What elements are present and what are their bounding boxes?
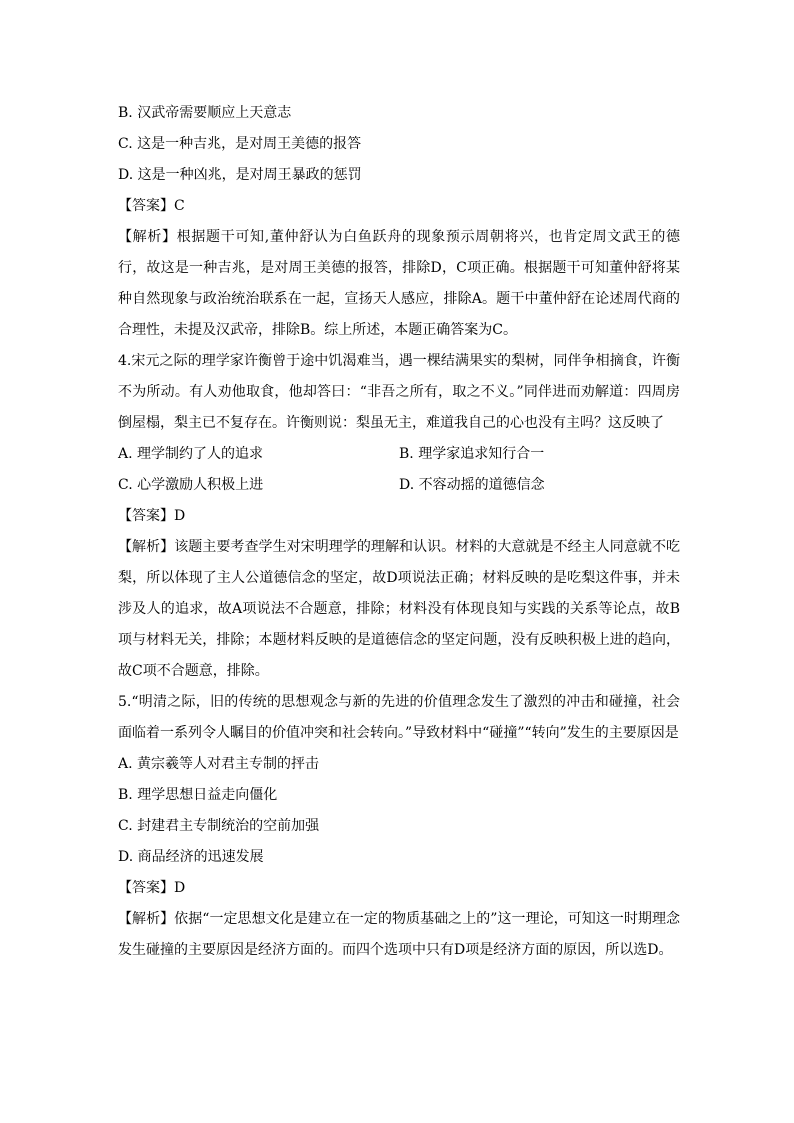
q4-stem: 4.宋元之际的理学家许衡曾于途中饥渴难当，遇一棵结满果实的梨树，同伴争相摘食，许衡不为所动。有人劝他取食，他却答曰：“非吾之所有，取之不义。”同伴进而劝解道：四周房倒屋榻，梨主已不复存在。许衡则说：梨虽无主，难道我自己的心也没有主吗？这反映了: [118, 353, 680, 431]
q4-analysis: 【解析】该题主要考查学生对宋明理学的理解和认识。材料的大意就是不经主人同意就不吃梨，所以体现了主人公道德信念的坚定，故D项说法正确；材料反映的是吃梨这件事，并未涉及人的追求，故A项说法不合题意，排除；材料没有体现良知与实践的关系等论点，故B项与材料无关，排除；本题材料反映的是道德信念的坚定问题，没有反映积极上进的趋向，故C项不合题意，排除。: [118, 539, 680, 679]
q4-answer: 【答案】D: [118, 508, 186, 524]
q5-option-b: B. 理学思想日益走向僵化: [118, 787, 278, 803]
q4-option-b: B. 理学家追求知行合一: [399, 446, 545, 462]
q5-option-a: A. 黄宗羲等人对君主专制的抨击: [118, 756, 320, 772]
q3-option-d: D. 这是一种凶兆，是对周王暴政的惩罚: [118, 167, 362, 183]
q5-answer: 【答案】D: [118, 880, 186, 896]
q4-option-c: C. 心学激励人积极上进: [118, 477, 264, 493]
q4-options-row-2: [118, 470, 680, 501]
q5-stem: 5.“明清之际，旧的传统的思想观念与新的先进的价值理念发生了激烈的冲击和碰撞，社会面临着一系列令人瞩目的价值冲突和社会转向。”导致材料中“碰撞”“转向”发生的主要原因是: [118, 694, 680, 741]
q4-option-d: D. 不容动摇的道德信念: [399, 477, 545, 493]
q3-answer: 【答案】C: [118, 198, 185, 214]
q4-options-row-1: [118, 439, 680, 470]
document-page: [118, 98, 680, 966]
q5-option-d: D. 商品经济的迅速发展: [118, 849, 264, 865]
q3-option-b: B. 汉武帝需要顺应上天意志: [118, 105, 292, 121]
q3-analysis: 【解析】根据题干可知,董仲舒认为白鱼跃舟的现象预示周朝将兴，也肯定周文武王的德行，故这是一种吉兆，是对周王美德的报答，排除D，C项正确。根据题干可知董仲舒将某种自然现象与政治统治联系在一起，宣扬天人感应，排除A。题干中董仲舒在论述周代商的合理性，未提及汉武帝，排除B。综上所述，本题正确答案为C。: [118, 229, 680, 338]
q3-option-c: C. 这是一种吉兆，是对周王美德的报答: [118, 136, 362, 152]
q4-option-a: A. 理学制约了人的追求: [118, 446, 264, 462]
q5-option-c: C. 封建君主专制统治的空前加强: [118, 818, 320, 834]
q5-analysis: 【解析】依据“一定思想文化是建立在一定的物质基础之上的”这一理论，可知这一时期理念发生碰撞的主要原因是经济方面的。而四个选项中只有D项是经济方面的原因，所以选D。: [118, 911, 680, 958]
